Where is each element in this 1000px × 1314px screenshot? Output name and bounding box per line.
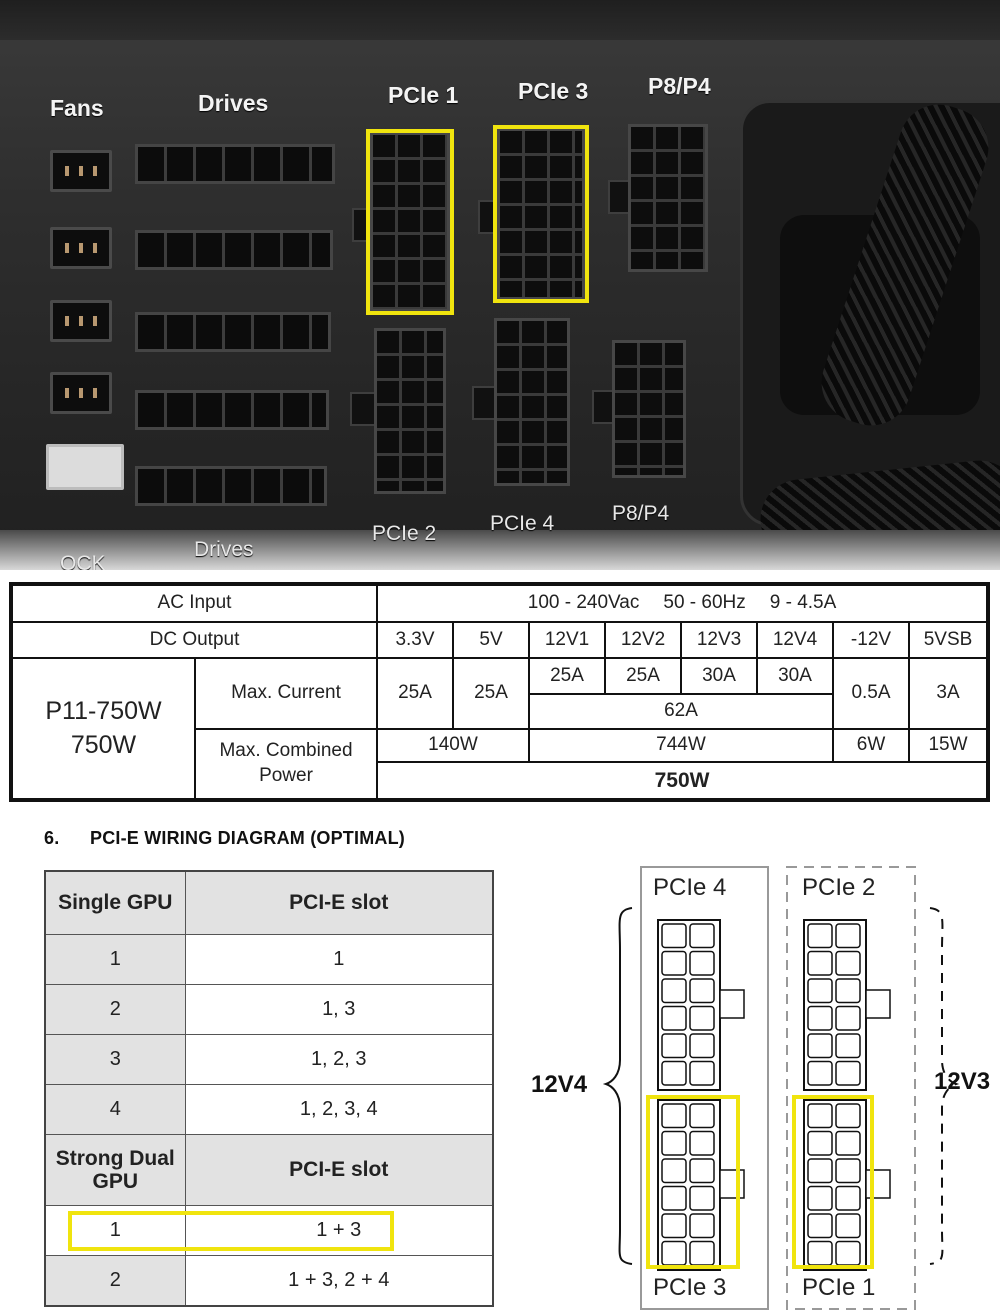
spec-table-wrapper xyxy=(9,582,986,802)
section-heading xyxy=(44,828,405,849)
connector-pcie4-pin xyxy=(662,924,686,948)
socket-pcie4 xyxy=(494,318,570,486)
connector-pcie4-pin xyxy=(662,979,686,1003)
connector-pcie1-latch xyxy=(866,1170,890,1198)
max-current-neg12v: 0.5A xyxy=(833,658,909,729)
connector-pcie3-pin xyxy=(662,1132,686,1156)
single-gpu-slots-4: 1, 2, 3, 4 xyxy=(185,1085,493,1135)
label-pcie3: PCIe 3 xyxy=(518,78,589,104)
ac-current: 9 - 4.5A xyxy=(769,592,837,614)
connector-pcie3-pin xyxy=(690,1187,714,1211)
dual-gpu-count-2: 2 xyxy=(45,1256,185,1307)
connector-pcie3-pin xyxy=(690,1214,714,1238)
connector-pcie3-pin xyxy=(662,1214,686,1238)
connector-drawing xyxy=(520,860,1000,1314)
max-current-12v2: 25A xyxy=(605,658,681,694)
max-current-5v: 25A xyxy=(453,658,529,729)
dual-pcie-slot-header: PCI-E slot xyxy=(185,1135,493,1206)
connector-pcie2-pin xyxy=(808,924,832,948)
dual-gpu-slots-1: 1 + 3 xyxy=(185,1206,493,1256)
single-gpu-count-4: 4 xyxy=(45,1085,185,1135)
label-drives-top: Drives xyxy=(198,90,269,116)
connector-pcie1-pin xyxy=(808,1214,832,1238)
single-gpu-slots-2: 1, 3 xyxy=(185,985,493,1035)
fan-header-3 xyxy=(50,300,112,342)
section-number: 6. xyxy=(44,828,60,848)
connector-pcie4-pin xyxy=(662,1034,686,1058)
rail-3v3: 3.3V xyxy=(377,622,453,658)
connector-pcie1-pin xyxy=(808,1187,832,1211)
drive-connector-1 xyxy=(135,144,335,184)
single-gpu-slots-1: 1 xyxy=(185,935,493,985)
connector-pcie4-pin xyxy=(662,1062,686,1086)
drive-connector-2 xyxy=(135,230,333,270)
connector-pcie1-pin xyxy=(808,1132,832,1156)
connector-pcie2-pin xyxy=(808,1034,832,1058)
connector-pcie4-latch xyxy=(720,990,744,1018)
rail-12v2: 12V2 xyxy=(605,622,681,658)
connector-pcie2-pin xyxy=(808,1062,832,1086)
dual-gpu-row-highlight xyxy=(68,1211,394,1251)
max-current-label: Max. Current xyxy=(195,658,377,729)
rail-label-12v4: 12V4 xyxy=(531,1071,588,1098)
label-p8p4-bottom: P8/P4 xyxy=(612,502,670,525)
max-combined-label: Max. Combined Power xyxy=(195,729,377,800)
connector-pcie4-pin xyxy=(690,1034,714,1058)
max-current-5vsb: 3A xyxy=(909,658,988,729)
connector-pcie3-pin xyxy=(690,1242,714,1266)
pcie-connector-diagram xyxy=(520,860,1000,1314)
max-current-3v3: 25A xyxy=(377,658,453,729)
connector-pcie1-pin xyxy=(836,1187,860,1211)
dual-gpu-slots-2: 1 + 3, 2 + 4 xyxy=(185,1256,493,1307)
connector-pcie4-pin xyxy=(690,1062,714,1086)
pcie-slot-header: PCI-E slot xyxy=(185,871,493,935)
connector-pcie2-pin xyxy=(836,952,860,976)
brace-12v4 xyxy=(606,908,632,1264)
max-current-12v3: 30A xyxy=(681,658,757,694)
connector-pcie1-pin xyxy=(836,1104,860,1128)
model-cell xyxy=(11,658,195,800)
single-gpu-count-3: 3 xyxy=(45,1035,185,1085)
connector-pcie4-pin xyxy=(690,952,714,976)
connector-pcie2-pin xyxy=(836,1062,860,1086)
max-current-12v4: 30A xyxy=(757,658,833,694)
fan-header-4 xyxy=(50,372,112,414)
socket-p8p4-top xyxy=(628,124,708,272)
connector-pcie3-pin xyxy=(662,1187,686,1211)
power-spec-table xyxy=(9,582,990,802)
psu-photo xyxy=(0,0,1000,570)
max-combined-12v: 744W xyxy=(529,729,833,762)
rail-neg12v: -12V xyxy=(833,622,909,658)
connector-pcie1-pin xyxy=(808,1242,832,1266)
connector-pcie4-pin xyxy=(662,952,686,976)
ac-input-label: AC Input xyxy=(11,584,377,622)
rail-12v1: 12V1 xyxy=(529,622,605,658)
fan-header-2 xyxy=(50,227,112,269)
section-title: PCI-E WIRING DIAGRAM (OPTIMAL) xyxy=(90,828,405,848)
fan-header-1 xyxy=(50,150,112,192)
rail-12v4: 12V4 xyxy=(757,622,833,658)
connector-pcie3-pin xyxy=(662,1104,686,1128)
diagram-label-pcie2: PCIe 2 xyxy=(802,874,876,901)
label-fans: Fans xyxy=(50,95,104,121)
label-pcie1: PCIe 1 xyxy=(388,82,459,108)
ac-input-values xyxy=(377,584,988,622)
dual-gpu-header: Strong Dual GPU xyxy=(45,1135,185,1206)
connector-pcie2-pin xyxy=(808,952,832,976)
drive-connector-4 xyxy=(135,390,329,430)
max-combined-neg12v: 6W xyxy=(833,729,909,762)
latch-pcie2 xyxy=(350,392,376,426)
connector-pcie3-latch xyxy=(720,1170,744,1198)
max-combined-total: 750W xyxy=(377,762,988,800)
connector-pcie2-pin xyxy=(836,979,860,1003)
max-current-12v-combined: 62A xyxy=(529,694,833,729)
socket-pcie2 xyxy=(374,328,446,494)
connector-pcie2-pin xyxy=(808,1007,832,1031)
connector-pcie3-pin xyxy=(690,1132,714,1156)
connector-pcie1-pin xyxy=(836,1242,860,1266)
connector-pcie4-pin xyxy=(690,924,714,948)
connector-pcie2-pin xyxy=(808,979,832,1003)
rail-5vsb: 5VSB xyxy=(909,622,988,658)
socket-p8p4-bottom xyxy=(612,340,686,478)
rail-5v: 5V xyxy=(453,622,529,658)
connector-pcie4-pin xyxy=(690,979,714,1003)
model-wattage: 750W xyxy=(70,730,137,759)
diagram-label-pcie4: PCIe 4 xyxy=(653,874,727,901)
drive-connector-3 xyxy=(135,312,331,352)
connector-pcie2-pin xyxy=(836,924,860,948)
single-gpu-count-2: 2 xyxy=(45,985,185,1035)
highlight-pcie3 xyxy=(493,125,589,303)
rail-12v3: 12V3 xyxy=(681,622,757,658)
max-combined-low: 140W xyxy=(377,729,529,762)
dc-output-label: DC Output xyxy=(11,622,377,658)
connector-pcie3-pin xyxy=(690,1159,714,1183)
connector-pcie4-pin xyxy=(662,1007,686,1031)
connector-pcie1-pin xyxy=(836,1132,860,1156)
label-drives-bottom: Drives xyxy=(194,538,254,561)
max-combined-5vsb: 15W xyxy=(909,729,988,762)
diagram-label-pcie1: PCIe 1 xyxy=(802,1274,876,1301)
ac-frequency: 50 - 60Hz xyxy=(663,592,746,614)
dual-gpu-count-1: 1 xyxy=(45,1206,185,1256)
connector-pcie2-latch xyxy=(866,990,890,1018)
connector-pcie1-pin xyxy=(808,1104,832,1128)
connector-pcie2-pin xyxy=(836,1007,860,1031)
label-pcie4: PCIe 4 xyxy=(490,512,555,535)
ock-header xyxy=(46,444,124,490)
label-ock: OCK xyxy=(60,552,106,570)
max-current-12v1: 25A xyxy=(529,658,605,694)
model-name: P11-750W xyxy=(45,696,162,725)
drive-connector-5 xyxy=(135,466,327,506)
connector-pcie1-pin xyxy=(836,1214,860,1238)
diagram-label-pcie3: PCIe 3 xyxy=(653,1274,727,1301)
single-gpu-header: Single GPU xyxy=(45,871,185,935)
single-gpu-slots-3: 1, 2, 3 xyxy=(185,1035,493,1085)
connector-pcie3-pin xyxy=(662,1242,686,1266)
label-pcie2: PCIe 2 xyxy=(372,522,437,545)
connector-pcie1-pin xyxy=(808,1159,832,1183)
highlight-pcie1 xyxy=(366,129,454,315)
connector-pcie2-pin xyxy=(836,1034,860,1058)
photo-floor xyxy=(0,530,1000,570)
connector-pcie3-pin xyxy=(690,1104,714,1128)
photo-top-edge xyxy=(0,0,1000,40)
connector-pcie4-pin xyxy=(690,1007,714,1031)
connector-pcie1-pin xyxy=(836,1159,860,1183)
ac-voltage: 100 - 240Vac xyxy=(527,592,640,614)
connector-pcie3-pin xyxy=(662,1159,686,1183)
single-gpu-count-1: 1 xyxy=(45,935,185,985)
rail-label-12v3: 12V3 xyxy=(934,1068,991,1095)
label-p8p4-top: P8/P4 xyxy=(648,73,711,99)
